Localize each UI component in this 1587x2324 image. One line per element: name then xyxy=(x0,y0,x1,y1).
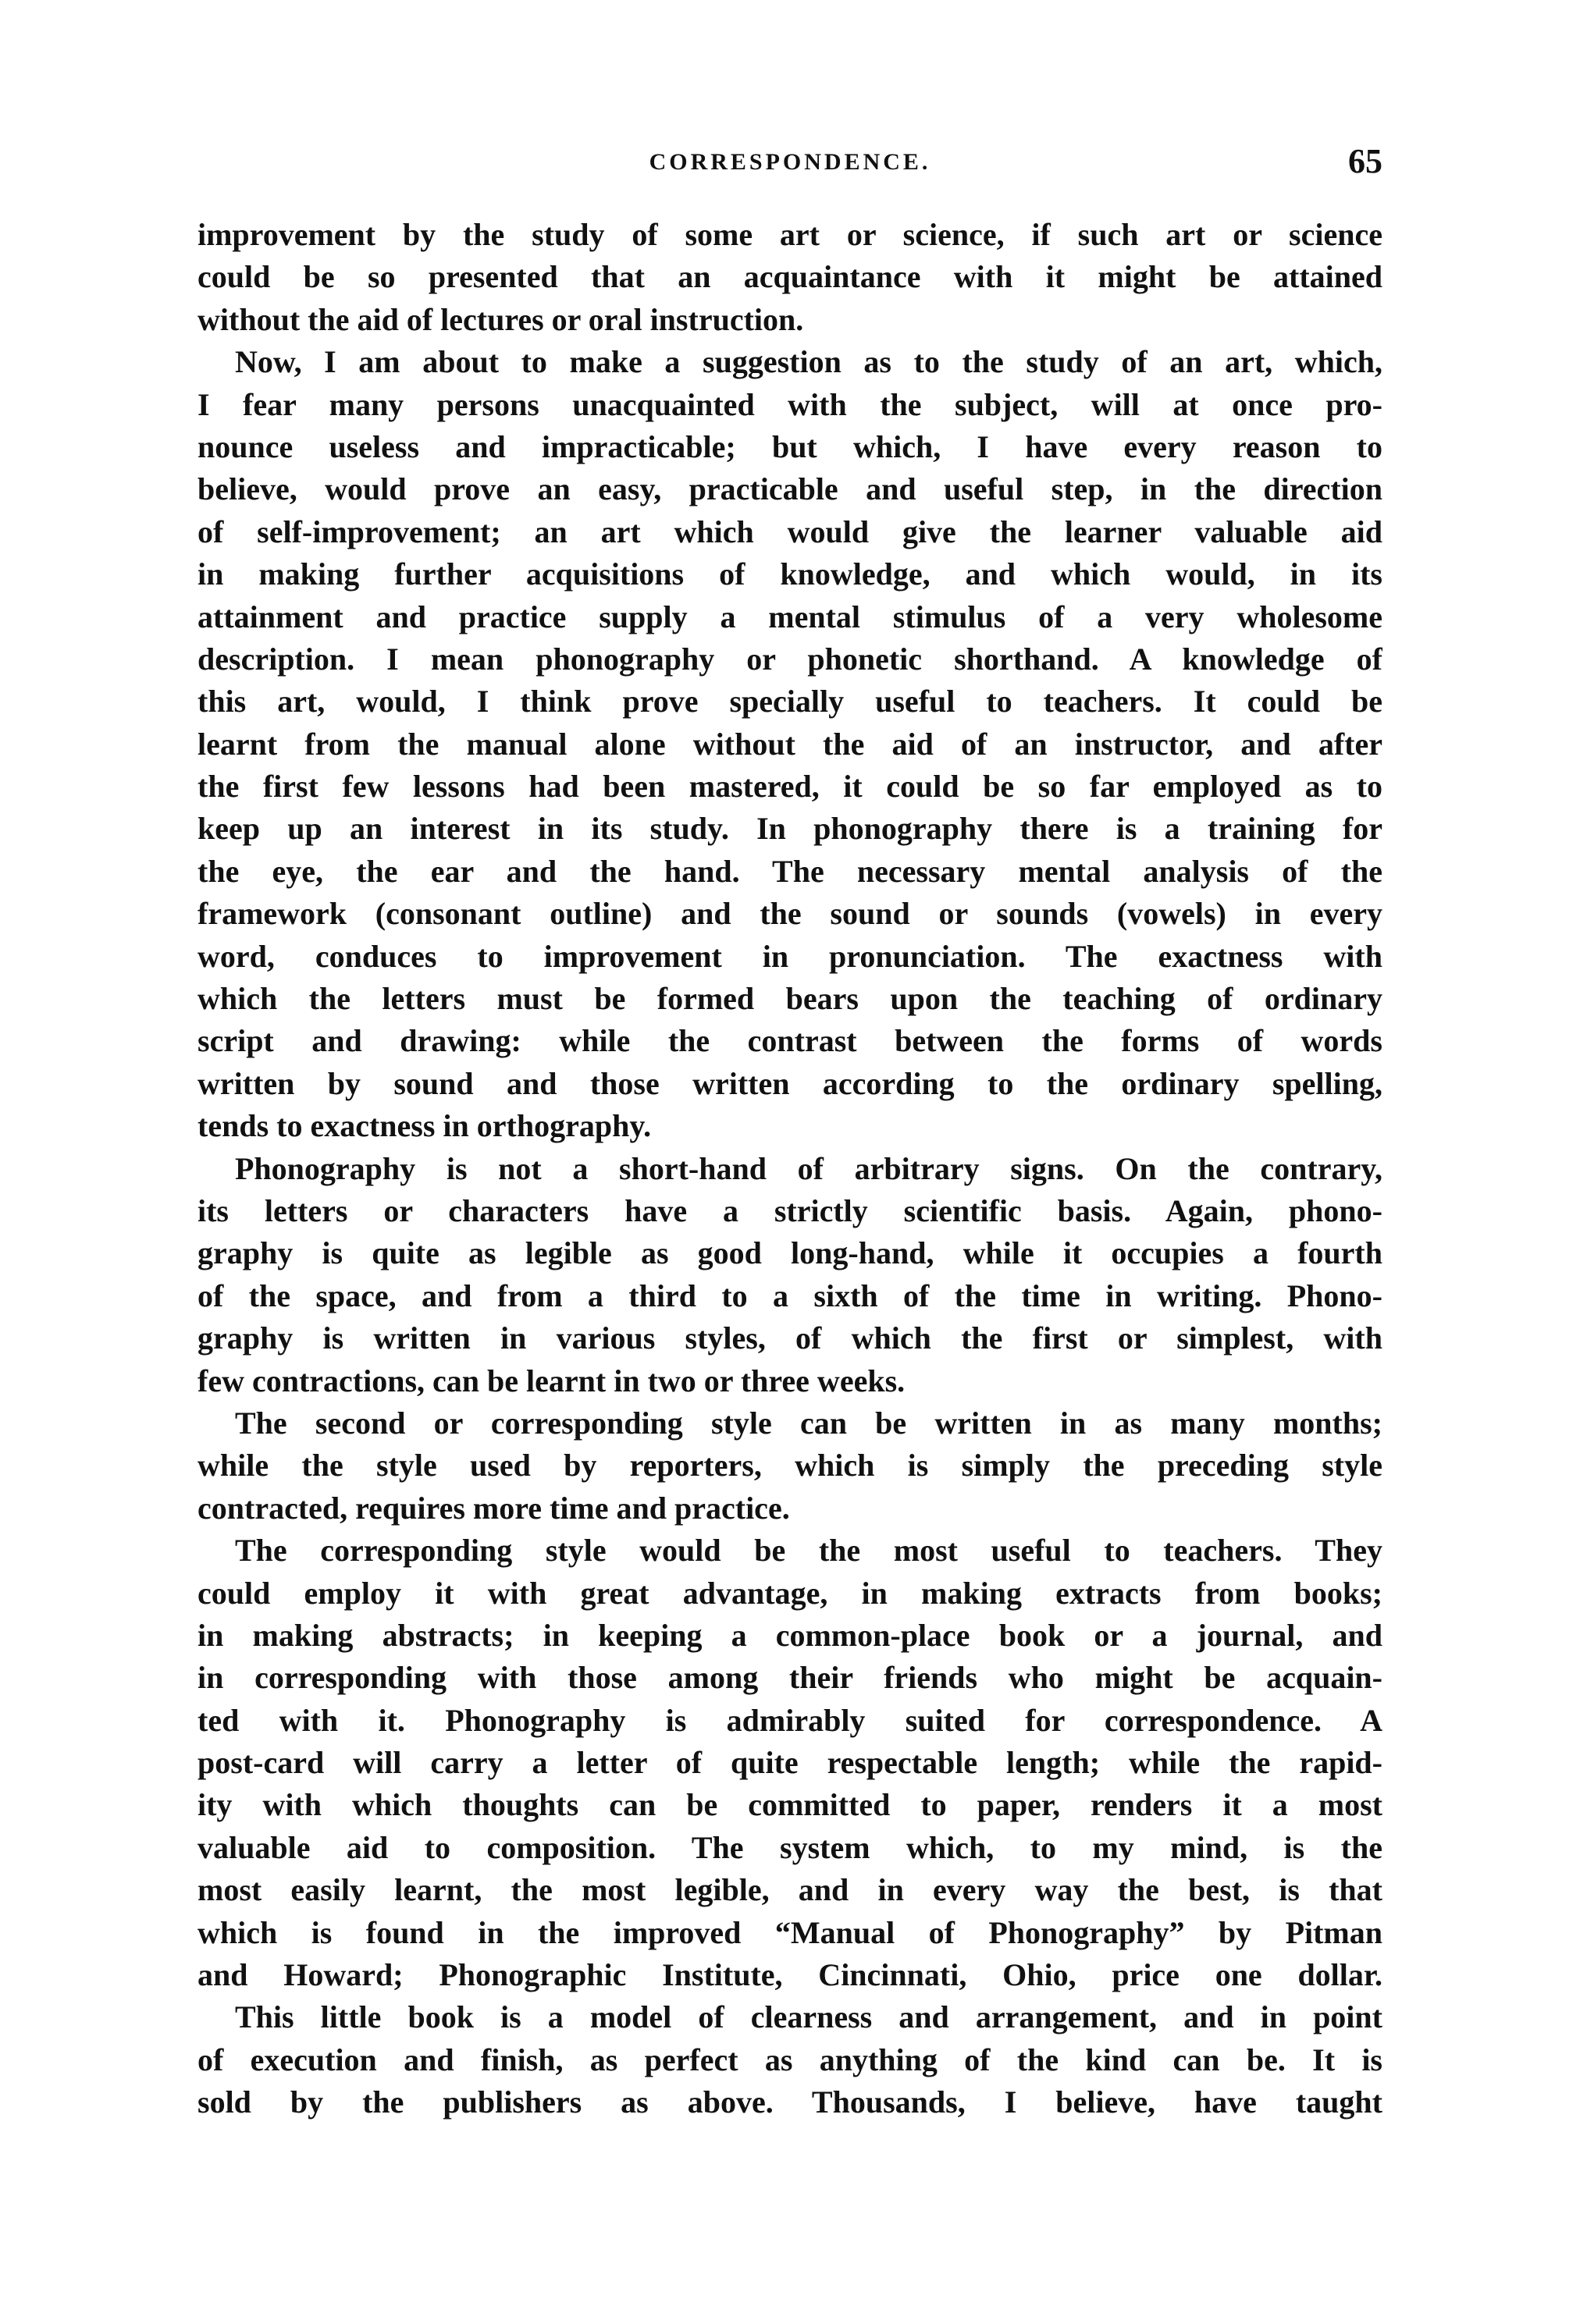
paragraph-4 xyxy=(197,1402,1382,1530)
paragraph-3 xyxy=(197,1148,1382,1402)
text-line: framework (consonant outline) and the sound or sounds (vowels) in every xyxy=(197,896,1382,932)
text-line: The corresponding style would be the most useful to teachers. They xyxy=(235,1533,1382,1569)
text-line: nounce useless and impracticable; but which, I have every reason to xyxy=(197,428,1382,464)
text-line: and Howard; Phonographic Institute, Cincinnati, Ohio, price one dollar. xyxy=(197,1957,1382,1993)
text-line: the eye, the ear and the hand. The necessary mental analysis of the xyxy=(197,853,1382,889)
text-line: written by sound and those written according to the ordinary spelling, xyxy=(197,1065,1382,1101)
text-line: in making further acquisitions of knowledge, and which would, in its xyxy=(197,556,1382,592)
text-line: Phonography is not a short-hand of arbitrary signs. On the contrary, xyxy=(235,1150,1382,1186)
text-line: while the style used by reporters, which is simply the preceding style xyxy=(197,1448,1382,1484)
paragraph-1 xyxy=(197,214,1382,341)
text-line: description. I mean phonography or phonetic shorthand. A knowledge of xyxy=(197,641,1382,677)
paragraph-2 xyxy=(197,341,1382,1147)
text-line: post-card will carry a letter of quite respectable length; while the rapid- xyxy=(197,1745,1382,1781)
text-line: most easily learnt, the most legible, and in every way the best, is that xyxy=(197,1872,1382,1908)
text-line: which the letters must be formed bears upon the teaching of ordinary xyxy=(197,981,1382,1017)
text-line: contracted, requires more time and practice. xyxy=(197,1490,790,1526)
text-line: of the space, and from a third to a sixth of the time in writing. Phono- xyxy=(197,1277,1382,1313)
running-header xyxy=(197,142,1382,194)
text-line: which is found in the improved “Manual of Phonography” by Pitman xyxy=(197,1914,1382,1950)
text-line: Now, I am about to make a suggestion as to the study of an art, which, xyxy=(235,344,1382,380)
text-line: believe, would prove an easy, practicable and useful step, in the direction xyxy=(197,471,1382,507)
text-line: This little book is a model of clearness and arrangement, and in point xyxy=(235,1999,1382,2035)
text-line: graphy is quite as legible as good long-hand, while it occupies a fourth xyxy=(197,1235,1382,1271)
body-text xyxy=(197,214,1382,2124)
text-line: without the aid of lectures or oral instruction. xyxy=(197,301,804,337)
text-line: learnt from the manual alone without the aid of an instructor, and after xyxy=(197,726,1382,762)
paragraph-5 xyxy=(197,1530,1382,1996)
text-line: The second or corresponding style can be written in as many months; xyxy=(235,1405,1382,1441)
text-line: sold by the publishers as above. Thousands, I believe, have taught xyxy=(197,2084,1382,2120)
text-line: script and drawing: while the contrast between the forms of words xyxy=(197,1023,1382,1059)
text-line: ity with which thoughts can be committed to paper, renders it a most xyxy=(197,1787,1382,1823)
text-line: valuable aid to composition. The system which, to my mind, is the xyxy=(197,1829,1382,1865)
text-line: few contractions, can be learnt in two or three weeks. xyxy=(197,1363,906,1398)
text-line: of self-improvement; an art which would give the learner valuable aid xyxy=(197,513,1382,549)
text-line: its letters or characters have a strictly scientific basis. Again, phono- xyxy=(197,1192,1382,1228)
text-line: tends to exactness in orthography. xyxy=(197,1108,652,1144)
paragraph-6 xyxy=(197,1996,1382,2123)
text-line: in corresponding with those among their friends who might be acquain- xyxy=(197,1660,1382,1696)
text-line: this art, would, I think prove specially useful to teachers. It could be xyxy=(197,684,1382,720)
text-line: keep up an interest in its study. In phonography there is a training for xyxy=(197,811,1382,847)
text-line: improvement by the study of some art or science, if such art or science xyxy=(197,217,1382,252)
text-line: in making abstracts; in keeping a common-place book or a journal, and xyxy=(197,1617,1382,1653)
text-line: word, conduces to improvement in pronunciation. The exactness with xyxy=(197,938,1382,974)
text-line: the first few lessons had been mastered, it could be so far employed as to xyxy=(197,769,1382,805)
text-line: attainment and practice supply a mental stimulus of a very wholesome xyxy=(197,599,1382,634)
text-line: of execution and finish, as perfect as anything of the kind can be. It is xyxy=(197,2041,1382,2077)
text-line: could be so presented that an acquaintance with it might be attained xyxy=(197,259,1382,295)
text-line: could employ it with great advantage, in making extracts from books; xyxy=(197,1575,1382,1611)
page-number: 65 xyxy=(1348,142,1382,180)
running-title: CORRESPONDENCE. xyxy=(649,149,931,175)
text-line: graphy is written in various styles, of which the first or simplest, with xyxy=(197,1320,1382,1356)
text-line: ted with it. Phonography is admirably suited for correspondence. A xyxy=(197,1702,1382,1738)
text-line: I fear many persons unacquainted with the subject, will at once pro- xyxy=(197,386,1382,422)
